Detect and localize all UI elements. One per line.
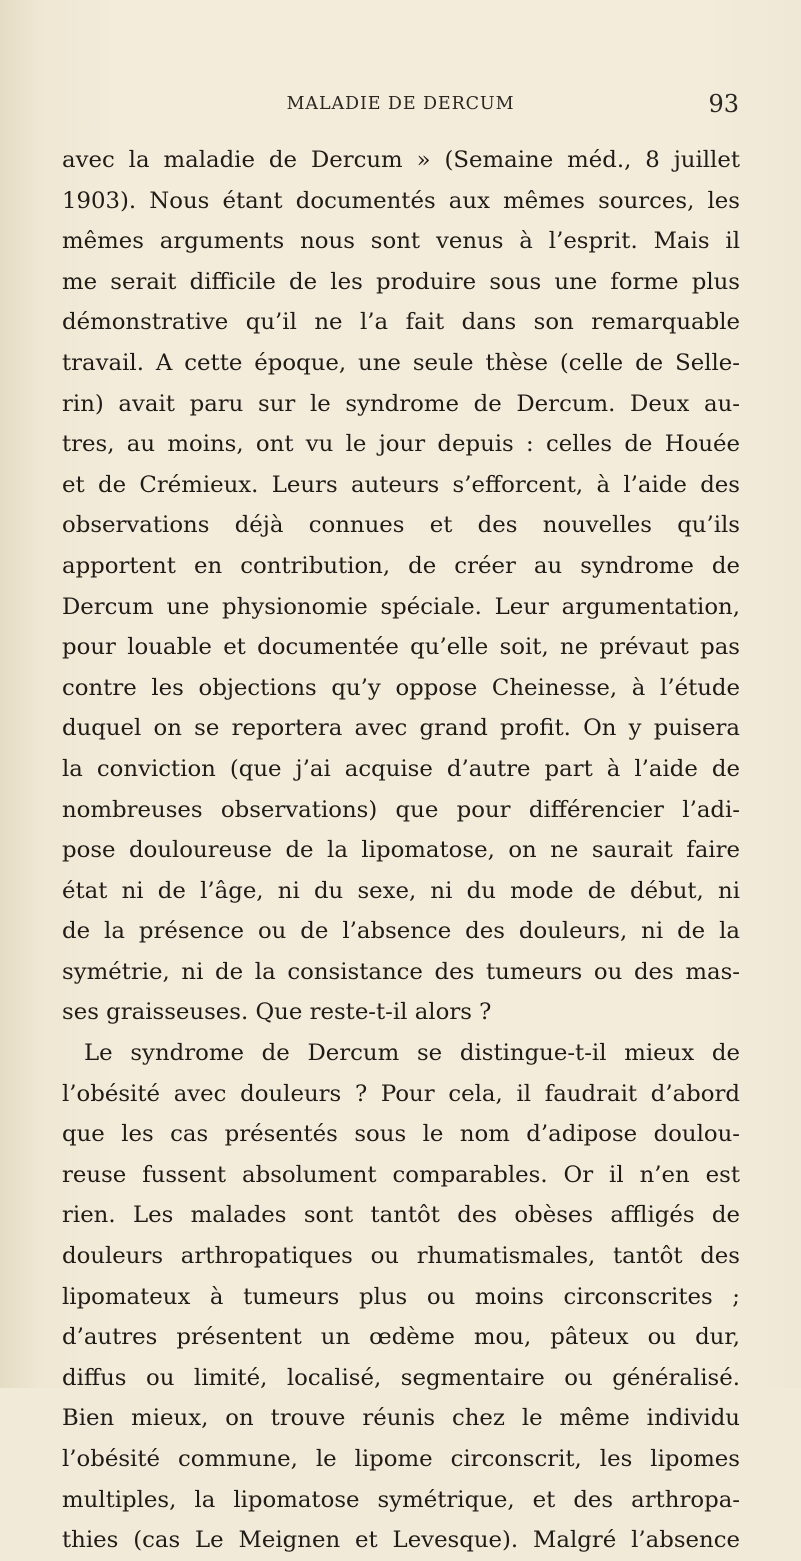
- text-line: reuse fussent absolument comparables. Or il n’en est: [62, 1161, 740, 1188]
- text-line: 1903). Nous étant documentés aux mêmes sources, les: [62, 187, 740, 214]
- text-line: douleurs arthropatiques ou rhumatismales, tantôt des: [62, 1243, 740, 1270]
- text-line: démonstrative qu’il ne l’a fait dans son remarquable: [62, 309, 740, 336]
- text-line: la conviction (que j’ai acquise d’autre part à l’aide de: [62, 755, 740, 782]
- text-line: Le syndrome de Dercum se distingue-t-il mieux de: [84, 1040, 740, 1067]
- text-line: état ni de l’âge, ni du sexe, ni du mode de début, ni: [62, 877, 740, 904]
- text-line: multiples, la lipomatose symétrique, et des arthropa-: [62, 1486, 740, 1513]
- text-line: mêmes arguments nous sont venus à l’esprit. Mais il: [62, 228, 740, 255]
- text-line: rin) avait paru sur le syndrome de Dercum. Deux au-: [62, 390, 740, 417]
- text-line: d’autres présentent un œdème mou, pâteux ou dur,: [62, 1324, 740, 1351]
- text-line: pour louable et documentée qu’elle soit, ne prévaut pas: [62, 634, 740, 661]
- page-header: [0, 90, 801, 124]
- text-line: travail. A cette époque, une seule thèse (celle de Selle-: [62, 349, 740, 376]
- text-line: contre les objections qu’y oppose Cheinesse, à l’étude: [62, 674, 740, 701]
- text-line: avec la maladie de Dercum » (Semaine méd., 8 juillet: [62, 147, 740, 173]
- text-line: duquel on se reportera avec grand profit. On y puisera: [62, 715, 740, 742]
- text-line: diffus ou limité, localisé, segmentaire ou généralisé.: [62, 1364, 740, 1391]
- text-line: rien. Les malades sont tantôt des obèses affligés de: [62, 1202, 740, 1229]
- text-line: l’obésité avec douleurs ? Pour cela, il faudrait d’abord: [62, 1080, 740, 1107]
- text-line: Bien mieux, on trouve réunis chez le même individu: [62, 1405, 740, 1432]
- text-line: Dercum une physionomie spéciale. Leur argumentation,: [62, 593, 740, 620]
- text-line: ses graisseuses. Que reste-t-il alors ?: [62, 999, 492, 1026]
- text-line: nombreuses observations) que pour différencier l’adi-: [62, 796, 740, 823]
- text-line: symétrie, ni de la consistance des tumeurs ou des mas-: [62, 958, 740, 985]
- body-text: [62, 140, 740, 1561]
- text-line: observations déjà connues et des nouvelles qu’ils: [62, 512, 740, 539]
- text-line: l’obésité commune, le lipome circonscrit, les lipomes: [62, 1446, 740, 1472]
- text-line: me serait difficile de les produire sous une forme plus: [62, 268, 740, 295]
- text-line: lipomateux à tumeurs plus ou moins circonscrites ;: [62, 1283, 740, 1310]
- text-line: pose douloureuse de la lipomatose, on ne saurait faire: [62, 837, 740, 864]
- text-line: que les cas présentés sous le nom d’adipose doulou-: [62, 1121, 740, 1148]
- text-line: et de Crémieux. Leurs auteurs s’efforcent, à l’aide des: [62, 471, 740, 498]
- text-line: apportent en contribution, de créer au syndrome de: [62, 552, 740, 579]
- page-number: 93: [708, 90, 739, 118]
- text-line: thies (cas Le Meignen et Levesque). Malgré l’absence: [62, 1527, 740, 1554]
- text-line: de la présence ou de l’absence des douleurs, ni de la: [62, 918, 740, 945]
- running-title: MALADIE DE DERCUM: [286, 94, 515, 114]
- text-line: tres, au moins, ont vu le jour depuis : celles de Houée: [62, 431, 740, 458]
